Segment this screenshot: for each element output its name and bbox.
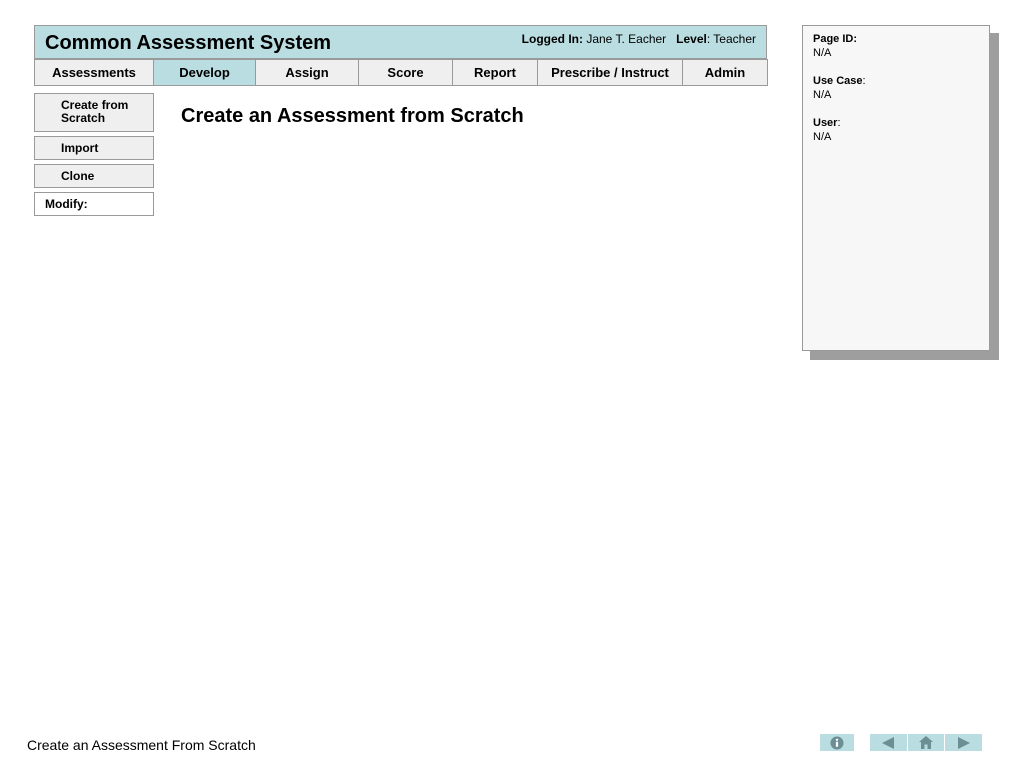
level-value: : Teacher <box>706 32 756 46</box>
previous-button[interactable] <box>870 734 907 751</box>
tab-report[interactable]: Report <box>453 59 538 86</box>
main-tab-bar <box>34 59 768 86</box>
footer-title: Create an Assessment From Scratch <box>27 737 256 753</box>
sidebar-item-clone[interactable]: Clone <box>34 164 154 188</box>
tab-admin[interactable]: Admin <box>683 59 768 86</box>
tab-prescribe-instruct[interactable]: Prescribe / Instruct <box>538 59 683 86</box>
user-colon: : <box>837 117 841 129</box>
use-case-block <box>813 74 979 102</box>
home-icon <box>919 736 933 749</box>
next-button[interactable] <box>944 734 982 751</box>
notes-panel <box>802 25 990 351</box>
use-case-colon: : <box>862 75 866 87</box>
logged-in-label: Logged In: <box>521 32 583 46</box>
user-block <box>813 116 979 144</box>
home-button[interactable] <box>907 734 945 751</box>
sidebar-item-modify: Modify: <box>34 192 154 216</box>
tab-assign[interactable]: Assign <box>256 59 359 86</box>
arrow-left-icon <box>881 737 895 749</box>
user-value: N/A <box>813 131 832 143</box>
info-button[interactable] <box>820 734 854 751</box>
tab-assessments[interactable]: Assessments <box>34 59 154 86</box>
sidebar-item-import[interactable]: Import <box>34 136 154 160</box>
tab-score[interactable]: Score <box>359 59 453 86</box>
user-label: User <box>813 117 838 129</box>
arrow-right-icon <box>957 737 971 749</box>
use-case-value: N/A <box>813 89 832 101</box>
sidebar <box>34 93 154 220</box>
app-header <box>34 25 767 59</box>
use-case-label: Use Case <box>813 75 863 87</box>
page-id-value: N/A <box>813 47 832 59</box>
tab-develop[interactable]: Develop <box>154 59 256 86</box>
page-title: Create an Assessment from Scratch <box>181 105 524 127</box>
app-title: Common Assessment System <box>45 32 332 54</box>
login-info <box>522 32 756 46</box>
level-label: Level <box>676 32 707 46</box>
footer-navigation <box>870 734 982 751</box>
sidebar-item-create-from-scratch[interactable]: Create from Scratch <box>34 93 154 132</box>
logged-in-user: Jane T. Eacher <box>586 32 667 46</box>
info-icon <box>830 736 844 750</box>
page-id-label: Page ID: <box>813 33 858 45</box>
page-id-block <box>813 32 979 60</box>
